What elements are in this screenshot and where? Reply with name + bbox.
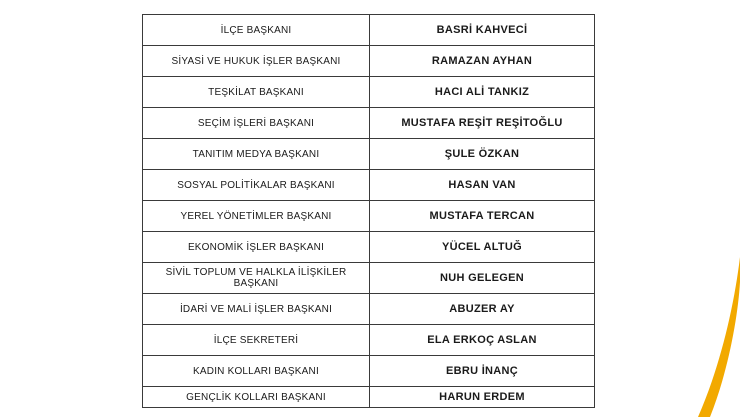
name-cell: MUSTAFA REŞİT REŞİTOĞLU [370,108,595,139]
role-cell: SOSYAL POLİTİKALAR BAŞKANI [143,170,370,201]
role-cell: İDARİ VE MALİ İŞLER BAŞKANI [143,294,370,325]
table-row [143,294,595,325]
role-cell: EKONOMİK İŞLER BAŞKANI [143,232,370,263]
table-row [143,356,595,387]
role-cell: YEREL YÖNETİMLER BAŞKANI [143,201,370,232]
name-cell: RAMAZAN AYHAN [370,46,595,77]
role-cell: GENÇLİK KOLLARI BAŞKANI [143,387,370,408]
name-cell: MUSTAFA TERCAN [370,201,595,232]
table-row [143,108,595,139]
table-row [143,387,595,408]
role-cell: SİVİL TOPLUM VE HALKLA İLİŞKİLER BAŞKANI [143,263,370,294]
role-cell: SEÇİM İŞLERİ BAŞKANI [143,108,370,139]
name-cell: NUH GELEGEN [370,263,595,294]
name-cell: YÜCEL ALTUĞ [370,232,595,263]
role-cell: KADIN KOLLARI BAŞKANI [143,356,370,387]
role-cell: SİYASİ VE HUKUK İŞLER BAŞKANI [143,46,370,77]
role-cell: TEŞKİLAT BAŞKANI [143,77,370,108]
table-row [143,201,595,232]
table-row [143,139,595,170]
name-cell: HARUN ERDEM [370,387,595,408]
table-row [143,325,595,356]
role-cell: İLÇE BAŞKANI [143,15,370,46]
table-row [143,170,595,201]
role-cell: İLÇE SEKRETERİ [143,325,370,356]
name-cell: ŞULE ÖZKAN [370,139,595,170]
name-cell: BASRİ KAHVECİ [370,15,595,46]
name-cell: EBRU İNANÇ [370,356,595,387]
roster-table [142,14,595,408]
decorative-swoosh [680,257,740,417]
table-row [143,232,595,263]
swoosh-stroke [698,257,740,417]
name-cell: ABUZER AY [370,294,595,325]
table-row [143,77,595,108]
table-row [143,15,595,46]
name-cell: HACI ALİ TANKIZ [370,77,595,108]
name-cell: ELA ERKOÇ ASLAN [370,325,595,356]
table-row [143,46,595,77]
name-cell: HASAN VAN [370,170,595,201]
role-cell: TANITIM MEDYA BAŞKANI [143,139,370,170]
table-row [143,263,595,294]
